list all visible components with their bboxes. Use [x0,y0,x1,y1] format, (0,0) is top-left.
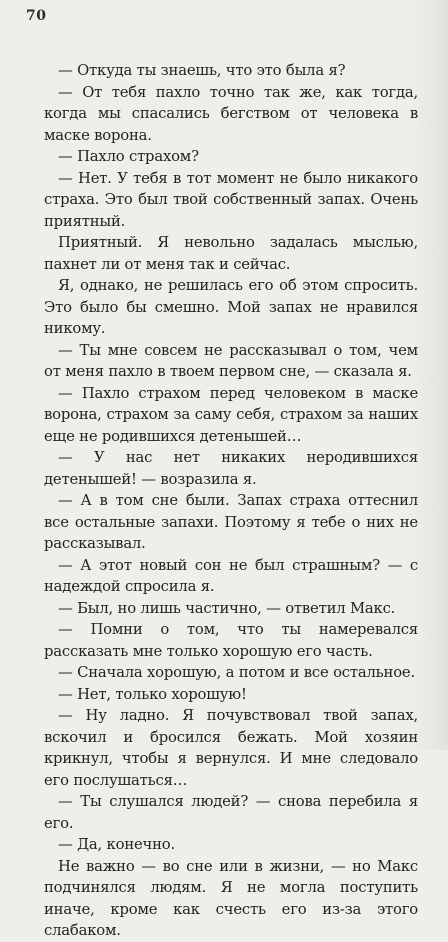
paragraph: Приятный. Я невольно задалась мыслью, пахнет ли от меня так и сейчас. [44,234,418,273]
paragraph: — Был, но лишь частично, — ответил Макс. [58,599,396,617]
body-text [44,60,418,942]
paragraph: — Откуда ты знаешь, что это была я? [58,62,346,79]
paragraph: — А этот новый сон не был страшным? — с надеждой спросила я. [44,556,418,595]
paragraph: — Ты мне совсем не рассказывал о том, чем от меня пахло в твоем первом сне, — сказала я. [44,341,418,380]
paragraph: — Да, конечно. [58,836,175,853]
paragraph: — У нас нет никаких неродившихся детенышей! — возразила я. [44,449,418,488]
paragraph: — Нет, только хорошую! [58,685,247,703]
paragraph: Не важно — во сне или в жизни, — но Макс подчинялся людям. Я не могла поступить иначе, кроме как счесть его из-за этого слабаком. [44,857,418,939]
paragraph: — Сначала хорошую, а потом и все остальное. [58,664,415,681]
paragraph: — Нет. У тебя в тот момент не было никакого страха. Это был твой собственный запах. Очень приятный. [44,169,418,230]
paragraph: — Пахло страхом перед человеком в маске ворона, страхом за саму себя, страхом за наших еще не родившихся детенышей… [44,384,418,445]
page-number: 70 [26,8,47,24]
paragraph: — От тебя пахло точно так же, как тогда, когда мы спасались бегством от человека в маске ворона. [44,83,418,144]
paragraph: — Пахло страхом? [58,148,199,165]
paragraph: — Ну ладно. Я почувствовал твой запах, вскочил и бросился бежать. Мой хозяин крикнул, чтобы я вернулся. И мне следовало его послушаться… [44,707,418,789]
paragraph: — А в том сне были. Запах страха оттеснил все остальные запахи. Поэтому я тебе о них не рассказывал. [44,492,418,552]
paragraph: — Помни о том, что ты намеревался рассказать мне только хорошую его часть. [44,621,418,660]
paragraph: Я, однако, не решилась его об этом спросить. Это было бы смешно. Мой запах не нравился никому. [44,277,418,337]
paragraph: — Ты слушался людей? — снова перебила я его. [44,793,418,832]
